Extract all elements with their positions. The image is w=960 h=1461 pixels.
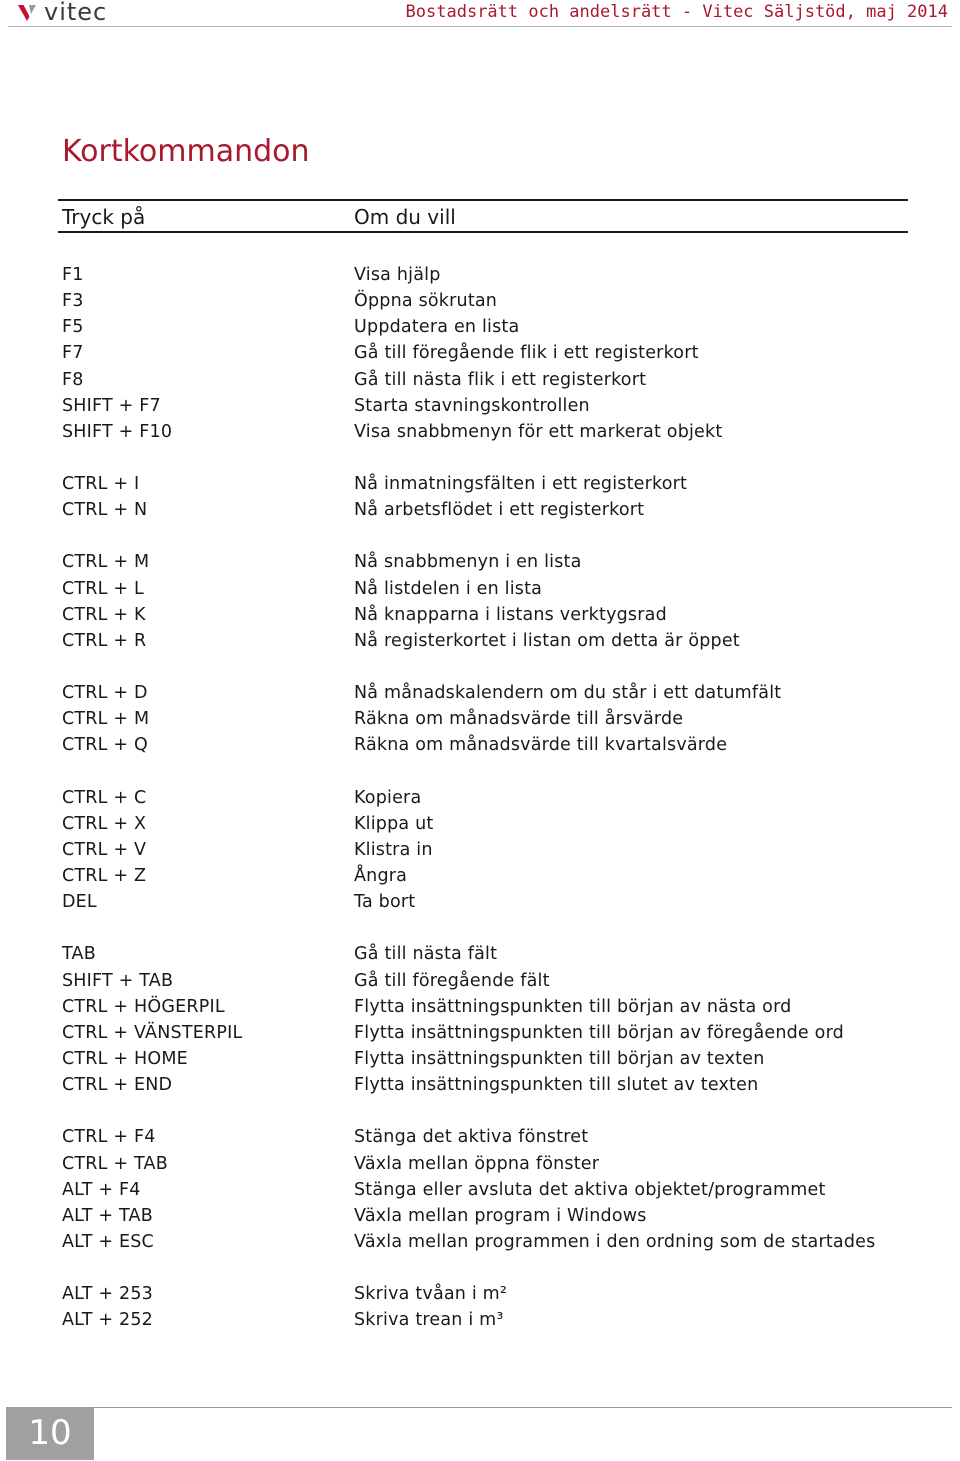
shortcut-key: SHIFT + TAB — [62, 970, 174, 991]
table-row — [62, 602, 922, 628]
shortcut-key: F5 — [62, 317, 84, 338]
footer-divider — [94, 1407, 952, 1408]
table-row — [62, 1307, 922, 1333]
shortcut-key: CTRL + VÄNSTERPIL — [62, 1022, 243, 1043]
document-title: Bostadsrätt och andelsrätt - Vitec Säljstöd, maj 2014 — [405, 2, 948, 22]
shortcut-group — [62, 549, 922, 654]
shortcut-action: Växla mellan programmen i den ordning som de startades — [354, 1231, 876, 1252]
shortcut-action: Nå månadskalendern om du står i ett datumfält — [354, 683, 782, 704]
table-row — [62, 785, 922, 811]
shortcut-key: CTRL + N — [62, 500, 148, 521]
table-row — [62, 941, 922, 967]
table-row — [62, 497, 922, 523]
table-row — [62, 628, 922, 654]
page-number-box — [6, 1407, 94, 1460]
shortcut-action: Gå till nästa fält — [354, 944, 498, 965]
shortcut-group — [62, 1124, 922, 1255]
shortcut-action: Flytta insättningspunkten till början av texten — [354, 1048, 765, 1069]
shortcut-key: CTRL + I — [62, 474, 140, 495]
shortcut-key: CTRL + HOME — [62, 1048, 188, 1069]
shortcut-group — [62, 1281, 922, 1333]
shortcut-action: Nå inmatningsfälten i ett registerkort — [354, 474, 688, 495]
shortcut-action: Flytta insättningspunkten till början av nästa ord — [354, 996, 792, 1017]
table-row — [62, 367, 922, 393]
shortcut-action: Gå till föregående fält — [354, 970, 550, 991]
shortcut-key: ALT + F4 — [62, 1179, 141, 1200]
table-row — [62, 994, 922, 1020]
shortcut-action: Starta stavningskontrollen — [354, 395, 590, 416]
shortcut-key: TAB — [62, 944, 96, 965]
table-row — [62, 471, 922, 497]
shortcut-action: Stänga eller avsluta det aktiva objektet/programmet — [354, 1179, 826, 1200]
table-row — [62, 680, 922, 706]
vitec-logo-icon — [16, 1, 38, 23]
shortcut-table — [62, 262, 922, 1360]
shortcut-action: Visa hjälp — [354, 265, 441, 285]
table-row — [62, 262, 922, 288]
table-header-rule — [58, 231, 908, 233]
shortcut-key: ALT + 253 — [62, 1284, 153, 1305]
shortcut-key: CTRL + L — [62, 578, 144, 599]
shortcut-action: Stänga det aktiva fönstret — [354, 1127, 589, 1148]
shortcut-key: ALT + TAB — [62, 1205, 153, 1226]
header-divider — [8, 26, 952, 27]
shortcut-key: CTRL + Z — [62, 866, 147, 887]
shortcut-action: Skriva tvåan i m² — [354, 1284, 508, 1305]
table-row — [62, 393, 922, 419]
table-row — [62, 889, 922, 915]
table-top-rule — [58, 199, 908, 201]
shortcut-key: ALT + 252 — [62, 1310, 153, 1331]
shortcut-key: CTRL + D — [62, 683, 148, 704]
table-row — [62, 1151, 922, 1177]
shortcut-action: Flytta insättningspunkten till slutet av texten — [354, 1075, 759, 1096]
shortcut-action: Kopiera — [354, 787, 422, 808]
vitec-logo — [16, 0, 108, 26]
shortcut-group — [62, 785, 922, 916]
shortcut-group — [62, 471, 922, 523]
shortcut-action: Nå knapparna i listans verktygsrad — [354, 604, 667, 625]
shortcut-action: Skriva trean i m³ — [354, 1310, 504, 1331]
table-row — [62, 340, 922, 366]
table-row — [62, 288, 922, 314]
shortcut-action: Räkna om månadsvärde till kvartalsvärde — [354, 735, 728, 756]
table-row — [62, 419, 922, 445]
shortcut-key: F8 — [62, 369, 84, 390]
shortcut-key: CTRL + Q — [62, 735, 148, 756]
shortcut-group — [62, 680, 922, 758]
table-row — [62, 863, 922, 889]
table-row — [62, 706, 922, 732]
table-row — [62, 732, 922, 758]
page-number: 10 — [28, 1413, 72, 1453]
table-row — [62, 968, 922, 994]
shortcut-action: Nå arbetsflödet i ett registerkort — [354, 500, 645, 521]
shortcut-key: CTRL + M — [62, 709, 150, 730]
shortcut-action: Klistra in — [354, 839, 433, 860]
shortcut-key: CTRL + C — [62, 787, 147, 808]
shortcut-group — [62, 941, 922, 1098]
shortcut-key: CTRL + K — [62, 604, 146, 625]
shortcut-key: DEL — [62, 892, 97, 913]
table-row — [62, 1229, 922, 1255]
shortcut-action: Nå listdelen i en lista — [354, 578, 543, 599]
shortcut-action: Nå registerkortet i listan om detta är öppet — [354, 630, 740, 651]
shortcut-action: Ångra — [354, 866, 408, 887]
shortcut-key: F3 — [62, 291, 84, 312]
table-row — [62, 1046, 922, 1072]
table-row — [62, 1177, 922, 1203]
table-row — [62, 1020, 922, 1046]
shortcut-action: Nå snabbmenyn i en lista — [354, 552, 582, 573]
shortcut-action: Gå till föregående flik i ett registerkort — [354, 343, 699, 364]
table-row — [62, 811, 922, 837]
column-header-action: Om du vill — [354, 205, 456, 229]
shortcut-key: CTRL + X — [62, 813, 147, 834]
table-row — [62, 549, 922, 575]
shortcut-action: Växla mellan program i Windows — [354, 1205, 647, 1226]
shortcut-key: CTRL + V — [62, 839, 147, 860]
shortcut-key: ALT + ESC — [62, 1231, 154, 1252]
shortcut-key: F1 — [62, 265, 84, 285]
table-row — [62, 837, 922, 863]
shortcut-key: CTRL + F4 — [62, 1127, 156, 1148]
shortcut-action: Klippa ut — [354, 813, 434, 834]
shortcut-key: CTRL + TAB — [62, 1153, 168, 1174]
shortcut-action: Växla mellan öppna fönster — [354, 1153, 600, 1174]
page-header — [0, 0, 960, 26]
shortcut-key: CTRL + M — [62, 552, 150, 573]
shortcut-action: Ta bort — [354, 892, 416, 913]
shortcut-key: CTRL + HÖGERPIL — [62, 996, 225, 1017]
page-title: Kortkommandon — [62, 134, 310, 169]
table-row — [62, 576, 922, 602]
shortcut-action: Gå till nästa flik i ett registerkort — [354, 369, 647, 390]
shortcut-action: Öppna sökrutan — [354, 291, 498, 312]
shortcut-action: Uppdatera en lista — [354, 317, 520, 338]
shortcut-action: Visa snabbmenyn för ett markerat objekt — [354, 421, 723, 442]
shortcut-key: F7 — [62, 343, 84, 364]
table-row — [62, 1281, 922, 1307]
column-header-key: Tryck på — [62, 205, 146, 229]
shortcut-key: CTRL + END — [62, 1075, 173, 1096]
shortcut-key: SHIFT + F7 — [62, 395, 161, 416]
shortcut-key: CTRL + R — [62, 630, 147, 651]
brand-name: vitec — [44, 0, 108, 26]
shortcut-action: Räkna om månadsvärde till årsvärde — [354, 709, 684, 730]
table-row — [62, 1072, 922, 1098]
shortcut-group — [62, 262, 922, 445]
shortcut-action: Flytta insättningspunkten till början av föregående ord — [354, 1022, 844, 1043]
table-row — [62, 1124, 922, 1150]
table-row — [62, 314, 922, 340]
shortcut-key: SHIFT + F10 — [62, 421, 173, 442]
table-row — [62, 1203, 922, 1229]
